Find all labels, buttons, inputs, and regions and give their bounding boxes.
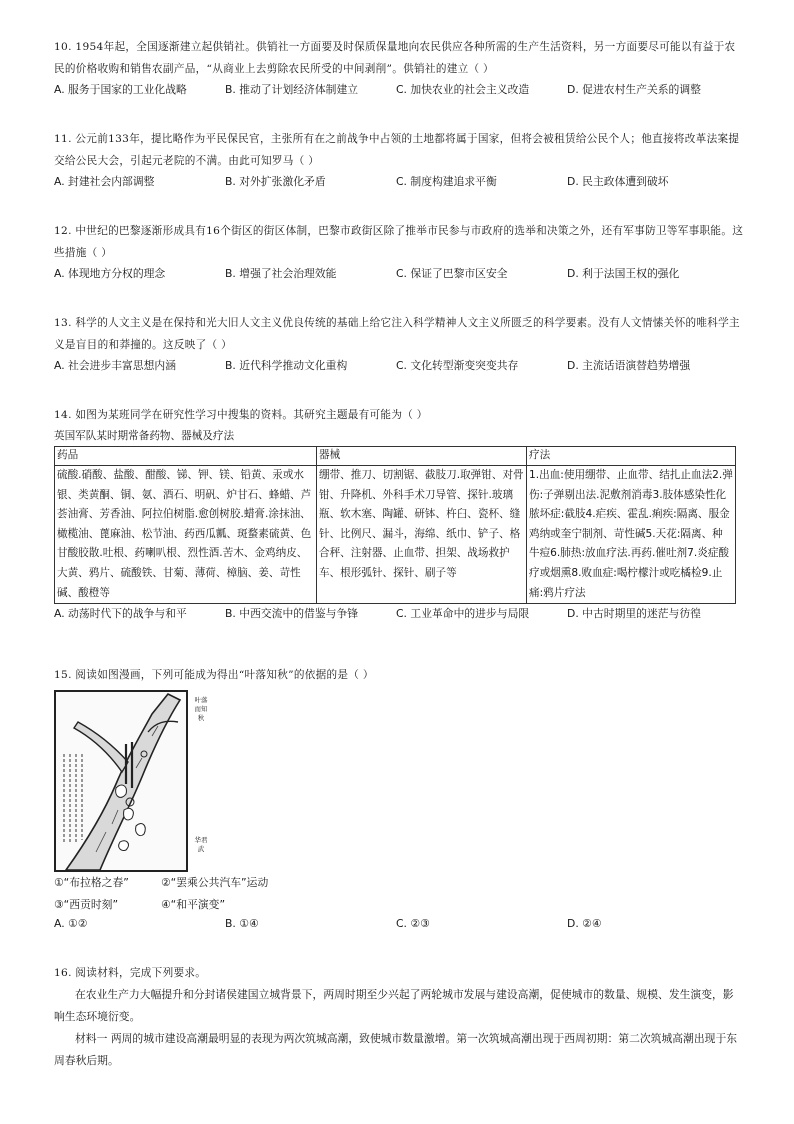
header-instruments: 器械 — [317, 447, 527, 466]
option-b[interactable]: B. 增强了社会治理效能 — [225, 267, 337, 280]
cartoon-author-vertical: 华君武 — [194, 836, 208, 853]
option-row — [54, 172, 744, 192]
option-a[interactable]: A. 封建社会内部调整 — [54, 175, 155, 188]
option-row — [54, 356, 744, 376]
question-15-options — [54, 914, 744, 934]
choice-items-line-2 — [54, 894, 225, 916]
question-15 — [54, 664, 744, 686]
option-d[interactable]: D. 利于法国王权的强化 — [567, 267, 680, 280]
option-c[interactable]: C. 加快农业的社会主义改造 — [396, 83, 530, 96]
question-stem: 11. 公元前133年，提比略作为平民保民官，主张所有在之前战争中占领的土地都将属于国家，但将会被租赁给公民个人；他直接将改革法案提交给公民大会，引起元老院的不满。由此可知罗马（ ） — [54, 133, 740, 167]
cartoon-drawing — [56, 692, 186, 870]
resource-table — [54, 446, 736, 604]
material-paragraph-2: 材料一 两周的城市建设高潮最明显的表现为两次筑城高潮，致使城市数量激增。第一次筑城高潮出现于西周初期：第二次筑城高潮出现于东周春秋后期。 — [54, 1032, 738, 1067]
cell-medicines: 硫酸.硝酸、盐酸、酣酸、锑、钾、镁、铅黄、汞或水银、类黄酮、铜、氨、酒石、明矾、炉甘石、蜂蜡、芦荟油膏、芳香油、阿拉伯树脂.愈创树胶.蜡膏.涂抹油、橄榄油、蓖麻油、松节油、药西瓜瓤、斑蝥素硫黄、色甘酸胶散.吐根、药喇叭根、烈性酒.苦木、金鸡纳皮、大黄、鸦片、硫酸铁、甘菊、薄荷、樟脑、姜、苛性碱、酸橙等 — [55, 466, 317, 604]
cell-instruments: 绷带、推刀、切割锯、截肢刀.取弹钳、对骨钳、升降机、外科手术刀导管、探针.玻璃瓶、软木塞、陶罐、研钵、杵臼、瓷杯、缝针、比例尺、漏斗，海绵、纸巾、铲子、格合秤、注射器、止血带、担架、战场救护车、根形弧针、探针、刷子等 — [317, 466, 527, 604]
header-medicines: 药品 — [55, 447, 317, 466]
option-c[interactable]: C. ②③ — [396, 917, 430, 930]
question-14 — [54, 404, 744, 624]
option-d[interactable]: D. 中古时期里的迷茫与彷徨 — [567, 607, 701, 621]
option-b[interactable]: B. 近代科学推动文化重构 — [225, 359, 348, 372]
option-b[interactable]: B. ①④ — [225, 917, 259, 930]
material-paragraph-1: 在农业生产力大幅提升和分封诸侯建国立城背景下，两周时期至少兴起了两轮城市发展与建设高潮，促使城市的数量、规模、发生演变，影响生态环境衍变。 — [54, 988, 734, 1023]
option-c[interactable]: C. 保证了巴黎市区安全 — [396, 267, 508, 280]
cartoon-image — [54, 690, 188, 872]
option-d[interactable]: D. ②④ — [567, 917, 602, 930]
option-d[interactable]: D. 民主政体遭到破坏 — [567, 175, 669, 188]
option-b[interactable]: B. 推动了计划经济体制建立 — [225, 83, 359, 96]
option-row — [54, 264, 744, 284]
cell-therapies: 1.出血:使用绷带、止血带、结扎止血法2.弹伤:子弹剔出法.泥敷剂消毒3.肢体感染性化脓坏症:截肢4.疟疾、霍乱.痢疾:隔离、服金鸡纳或奎宁制剂、苛性碱5.天花:隔离、种牛痘6.肺热:放血疗法.再药.催吐剂7.炎症酸疗或烟熏8.败血症:喝柠檬汁或吃橘检9.止痛:鸦片疗法 — [527, 466, 736, 604]
table-header-row — [55, 447, 736, 466]
choice-items-line-1 — [54, 872, 268, 894]
option-a[interactable]: A. 服务于国家的工业化战略 — [54, 83, 187, 96]
question-13 — [54, 312, 744, 376]
option-a[interactable]: A. 动荡时代下的战争与和平 — [54, 607, 187, 621]
table-row — [55, 466, 736, 604]
question-stem: 16. 阅读材料，完成下列要求。 — [54, 967, 207, 979]
option-c[interactable]: C. 文化转型渐变突变共存 — [396, 359, 519, 372]
option-b[interactable]: B. 对外扩张激化矛盾 — [225, 175, 326, 188]
choice-item-1: ①“布拉格之春” — [54, 876, 129, 889]
option-a[interactable]: A. 社会进步丰富思想内涵 — [54, 359, 177, 372]
question-stem: 10. 1954年起，全国逐渐建立起供销社。供销社一方面要及时保质保量地向农民供应各种所需的生产生活资料，另一方面要尽可能以有益于农民的价格收购和销售农副产品，“从商业上去剪除农民所受的中间剥削”。供销社的建立（ ） — [54, 41, 736, 75]
option-a[interactable]: A. ①② — [54, 917, 88, 930]
choice-item-3: ③“西贡时刻” — [54, 898, 119, 911]
option-d[interactable]: D. 促进农村生产关系的调整 — [567, 83, 701, 96]
question-stem: 15. 阅读如图漫画，下列可能成为得出“叶落知秋”的依据的是（ ） — [54, 669, 374, 681]
option-a[interactable]: A. 体现地方分权的理念 — [54, 267, 166, 280]
question-stem: 12. 中世纪的巴黎逐渐形成具有16个街区的街区体制，巴黎市政街区除了推举市民参与市政府的选举和决策之外，还有军事防卫等军事职能。这些措施（ ） — [54, 225, 744, 259]
question-12 — [54, 220, 744, 284]
question-11 — [54, 128, 744, 192]
header-therapies: 疗法 — [527, 447, 736, 466]
option-c[interactable]: C. 制度构建追求平衡 — [396, 175, 497, 188]
option-row — [54, 80, 744, 100]
choice-item-2: ②“罢乘公共汽车”运动 — [161, 876, 269, 889]
option-b[interactable]: B. 中西交流中的借鉴与争锋 — [225, 607, 359, 621]
table-title: 英国军队某时期常备药物、器械及疗法 — [54, 430, 235, 442]
option-c[interactable]: C. 工业革命中的进步与局限 — [396, 607, 530, 621]
choice-item-4: ④“和平演变” — [161, 898, 226, 911]
cartoon-title-vertical: 叶落而知秋 — [194, 696, 208, 722]
question-10 — [54, 36, 744, 100]
option-row — [54, 604, 744, 624]
question-stem: 14. 如图为某班同学在研究性学习中搜集的资料。其研究主题最有可能为（ ） — [54, 409, 428, 421]
option-d[interactable]: D. 主流话语演替趋势增强 — [567, 359, 691, 372]
question-16 — [54, 962, 744, 984]
question-stem: 13. 科学的人文主义是在保持和光大旧人文主义优良传统的基础上给它注入科学精神人文主义所匮乏的科学要素。没有人文情愫关怀的唯科学主义是盲目的和莽撞的。这反映了（ ） — [54, 317, 740, 351]
option-row — [54, 914, 744, 934]
